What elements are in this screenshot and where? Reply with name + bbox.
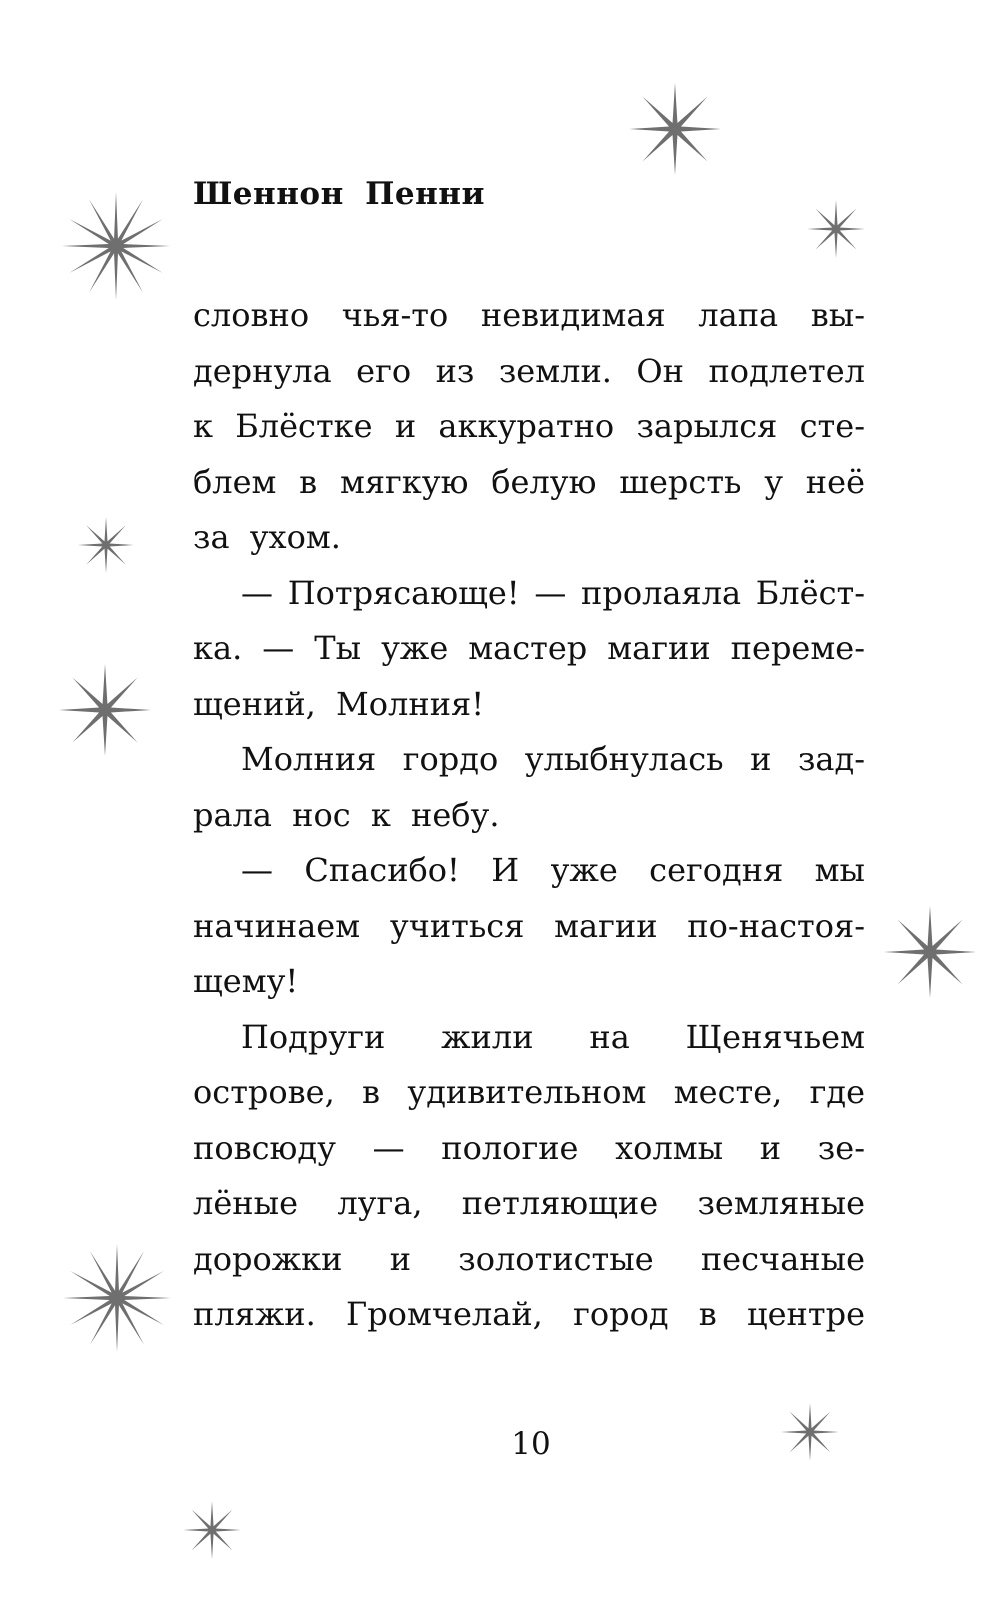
text-line: дернула его из земли. Он подлетел [193, 351, 865, 390]
text-line: лёные луга, петляющие земляные [193, 1184, 865, 1222]
body-text [193, 288, 865, 1343]
text-line: к Блёстке и аккуратно зарылся сте- [193, 407, 865, 445]
text-line: дорожки и золотистые песчаные [193, 1239, 865, 1278]
text-line: начинаем учиться магии по-настоя- [193, 906, 865, 945]
sparkle-star-icon [60, 190, 172, 302]
text-line: за ухом. [193, 518, 341, 556]
text-line: блем в мягкую белую шерсть у неё [193, 462, 865, 501]
text-line: Молния гордо улыбнулась и зад- [241, 740, 865, 778]
text-line: щений, Молния! [193, 684, 485, 723]
text-line: рала нос к небу. [193, 795, 500, 834]
text-line: щему! [193, 962, 299, 1000]
sparkle-star-icon [805, 198, 867, 260]
text-line: повсюду — пологие холмы и зе- [193, 1128, 865, 1167]
sparkle-star-icon [57, 662, 153, 758]
sparkle-star-icon [882, 904, 978, 1000]
sparkle-star-icon [181, 1499, 243, 1561]
sparkle-star-icon [779, 1401, 841, 1463]
page-number: 10 [511, 1426, 551, 1462]
sparkle-star-icon [627, 81, 723, 177]
text-line: словно чья-то невидимая лапа вы- [193, 296, 865, 334]
running-header: Шеннон Пенни [193, 176, 485, 212]
text-line: — Спасибо! И уже сегодня мы [241, 851, 865, 889]
text-line: — Потрясающе! — пролаяла Блёст- [241, 573, 865, 612]
text-line: пляжи. Громчелай, город в центре [193, 1295, 865, 1333]
text-line: Подруги жили на Щенячьем [241, 1017, 865, 1056]
text-line: острове, в удивительном месте, где [193, 1073, 865, 1111]
sparkle-star-icon [76, 515, 136, 575]
text-line: ка. — Ты уже мастер магии переме- [193, 629, 865, 667]
sparkle-star-icon [61, 1242, 173, 1354]
